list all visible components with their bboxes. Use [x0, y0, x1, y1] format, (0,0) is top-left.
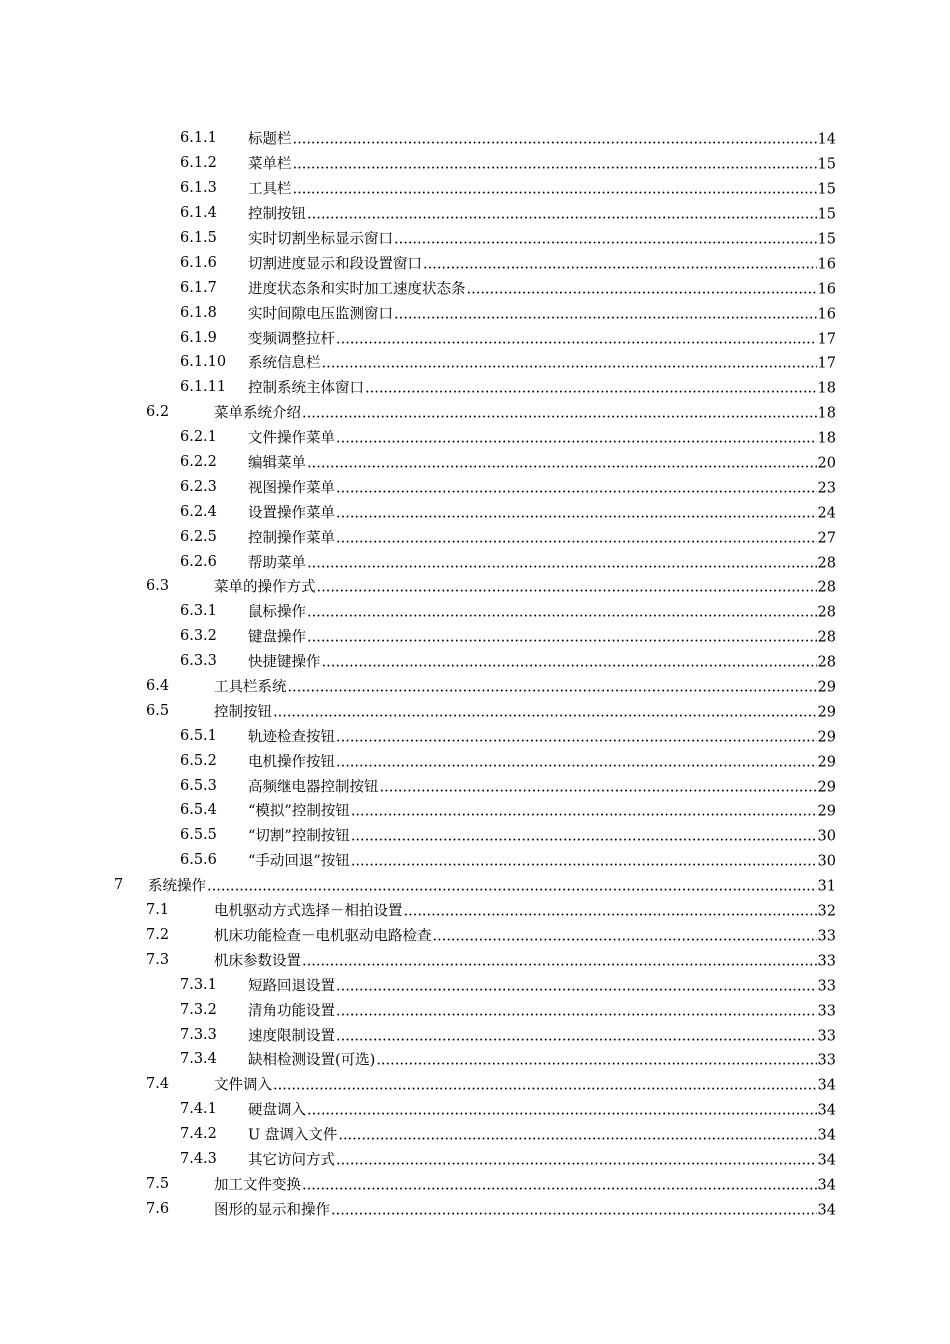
toc-entry-7-4-1[interactable] [0, 1097, 950, 1122]
dot-leader [336, 530, 817, 546]
dot-leader [293, 132, 817, 148]
dot-leader [293, 182, 817, 198]
dot-leader [394, 306, 817, 322]
dot-leader [351, 804, 817, 820]
toc-entry-7-3-3[interactable] [0, 1022, 950, 1047]
toc-entry-7-5[interactable] [0, 1171, 950, 1196]
dot-leader [288, 680, 817, 696]
toc-title: 清角功能设置 [248, 1003, 335, 1020]
toc-number: 6.1.2 [180, 155, 217, 172]
toc-page-number: 15 [817, 231, 836, 248]
toc-title: 控制操作菜单 [248, 530, 335, 547]
toc-page-number: 15 [817, 206, 836, 223]
toc-page-number: 27 [817, 530, 836, 547]
toc-entry-6-2-1[interactable] [0, 425, 950, 450]
toc-title: 机床参数设置 [214, 953, 301, 970]
toc-title: 控制系统主体窗口 [248, 380, 364, 397]
toc-entry-6-3[interactable] [0, 574, 950, 599]
toc-number: 7.4 [146, 1076, 170, 1093]
toc-entry-7-1[interactable] [0, 898, 950, 923]
dot-leader [273, 1078, 817, 1094]
toc-entry-6-2[interactable] [0, 400, 950, 425]
toc-page-number: 24 [817, 505, 836, 522]
toc-title: 系统操作 [148, 878, 206, 895]
toc-title: “手动回退”按钮 [248, 853, 350, 870]
toc-title: 实时切割坐标显示窗口 [248, 231, 393, 248]
toc-entry-7-3-4[interactable] [0, 1047, 950, 1072]
toc-entry-6-5-4[interactable] [0, 798, 950, 823]
dot-leader [322, 356, 817, 372]
toc-page-number: 34 [817, 1127, 836, 1144]
toc-entry-6-1-10[interactable] [0, 350, 950, 375]
toc-number: 6.2.1 [180, 429, 217, 446]
toc-entry-6-5-5[interactable] [0, 823, 950, 848]
toc-title: 机床功能检查－电机驱动电路检查 [214, 928, 432, 945]
dot-leader [322, 655, 817, 671]
toc-title: “切割”控制按钮 [248, 828, 350, 845]
dot-leader [338, 1128, 816, 1144]
toc-page-number: 33 [817, 1052, 836, 1069]
toc-title: 电机操作按钮 [248, 754, 335, 771]
toc-title: 快捷键操作 [248, 654, 321, 671]
toc-title: 硬盘调入 [248, 1102, 306, 1119]
toc-entry-6-1-3[interactable] [0, 176, 950, 201]
dot-leader [307, 1103, 817, 1119]
toc-page-number: 28 [817, 604, 836, 621]
dot-leader [351, 829, 817, 845]
toc-entry-6-3-3[interactable] [0, 649, 950, 674]
toc-entry-6-2-4[interactable] [0, 499, 950, 524]
toc-entry-6-1-4[interactable] [0, 201, 950, 226]
toc-number: 7.3.4 [180, 1051, 217, 1068]
dot-leader [394, 232, 817, 248]
toc-entry-6-1-7[interactable] [0, 275, 950, 300]
toc-page-number: 34 [817, 1177, 836, 1194]
toc-title: 文件操作菜单 [248, 430, 335, 447]
toc-title: 短路回退设置 [248, 978, 335, 995]
toc-entry-6-3-1[interactable] [0, 599, 950, 624]
toc-entry-6-5-2[interactable] [0, 748, 950, 773]
toc-entry-6-1-9[interactable] [0, 325, 950, 350]
toc-page-number: 20 [817, 455, 836, 472]
toc-page-number: 34 [817, 1102, 836, 1119]
toc-page-number: 16 [817, 281, 836, 298]
toc-title: 实时间隙电压监测窗口 [248, 306, 393, 323]
toc-title: 缺相检测设置(可选) [248, 1052, 376, 1069]
toc-title: 菜单的操作方式 [214, 579, 316, 596]
toc-number: 6.2.6 [180, 553, 217, 570]
toc-page-number: 33 [817, 978, 836, 995]
toc-page-number: 17 [817, 355, 836, 372]
toc-title: 进度状态条和实时加工速度状态条 [248, 281, 466, 298]
toc-page-number: 34 [817, 1202, 836, 1219]
toc-number: 6.4 [146, 678, 170, 695]
toc-number: 7.2 [146, 926, 170, 943]
dot-leader [336, 1028, 817, 1044]
toc-entry-6-2-6[interactable] [0, 549, 950, 574]
toc-number: 7.1 [146, 902, 170, 919]
toc-number: 6.5.1 [180, 727, 217, 744]
toc-page-number: 14 [817, 131, 836, 148]
dot-leader [467, 281, 817, 297]
toc-page-number: 32 [817, 903, 836, 920]
toc-number: 7.3.3 [180, 1026, 217, 1043]
toc-number: 6.1.3 [180, 180, 217, 197]
dot-leader [336, 331, 817, 347]
toc-title: 控制按钮 [214, 704, 272, 721]
toc-page-number: 23 [817, 480, 836, 497]
toc-number: 6.5.2 [180, 752, 217, 769]
dot-leader [376, 1053, 816, 1069]
toc-entry-6-5[interactable] [0, 698, 950, 723]
toc-number: 6.3 [146, 578, 170, 595]
toc-title: 工具栏系统 [214, 679, 287, 696]
dot-leader [380, 779, 817, 795]
toc-number: 6.1.5 [180, 230, 217, 246]
dot-leader [433, 928, 817, 944]
toc-number: 7.3.2 [180, 1001, 217, 1018]
dot-leader [336, 729, 817, 745]
dot-leader [307, 207, 817, 223]
toc-page-number: 30 [817, 853, 836, 870]
toc-title: 图形的显示和操作 [214, 1202, 330, 1219]
dot-leader [307, 605, 817, 621]
toc-title: 设置操作菜单 [248, 505, 335, 522]
toc-title: 其它访问方式 [248, 1152, 335, 1169]
toc-title: 速度限制设置 [248, 1028, 335, 1044]
toc-entry-6-5-3[interactable] [0, 773, 950, 798]
dot-leader [302, 406, 817, 422]
dot-leader [331, 1202, 817, 1218]
toc-entry-7-3-2[interactable] [0, 997, 950, 1022]
toc-page-number: 15 [817, 156, 836, 173]
toc-number: 7.4.3 [180, 1150, 217, 1167]
toc-number: 6.5 [146, 702, 170, 719]
dot-leader [351, 854, 817, 870]
dot-leader [317, 580, 817, 596]
toc-number: 6.2 [146, 404, 170, 421]
toc-number: 6.3.1 [180, 603, 217, 620]
dot-leader [307, 555, 817, 571]
toc-title: 变频调整拉杆 [248, 331, 335, 348]
dot-leader [302, 1177, 817, 1193]
toc-page-number: 28 [817, 654, 836, 671]
toc-page-number: 17 [817, 331, 836, 348]
toc-number: 6.3.2 [180, 628, 217, 645]
toc-page-number: 30 [817, 828, 836, 845]
toc-title: 高频继电器控制按钮 [248, 779, 379, 796]
dot-leader [273, 704, 817, 720]
toc-title: 帮助菜单 [248, 555, 306, 572]
toc-entry-6-3-2[interactable] [0, 624, 950, 649]
toc-number: 7 [114, 877, 124, 894]
toc-entry-7-6[interactable] [0, 1196, 950, 1221]
toc-entry-6-1-5[interactable] [0, 226, 950, 251]
toc-page-number: 34 [817, 1152, 836, 1169]
toc-entry-6-2-2[interactable] [0, 450, 950, 475]
toc-number: 6.1.6 [180, 254, 217, 271]
toc-number: 7.6 [146, 1200, 170, 1217]
toc-number: 6.1.4 [180, 205, 217, 222]
toc-title: 控制按钮 [248, 206, 306, 223]
dot-leader [423, 256, 817, 272]
dot-leader [336, 505, 817, 521]
toc-number: 6.1.9 [180, 329, 217, 346]
toc-entry-7-4[interactable] [0, 1072, 950, 1097]
toc-entry-7-4-3[interactable] [0, 1147, 950, 1172]
toc-title: 编辑菜单 [248, 455, 306, 472]
toc-entry-7-3-1[interactable] [0, 972, 950, 997]
toc-number: 6.1.10 [180, 354, 227, 371]
toc-page-number: 33 [817, 1003, 836, 1020]
toc-page-number: 28 [817, 629, 836, 646]
toc-entry-7-3[interactable] [0, 947, 950, 972]
toc-page-number: 33 [817, 928, 836, 945]
dot-leader [336, 431, 817, 447]
toc-title: 工具栏 [248, 181, 292, 198]
dot-leader [336, 480, 817, 496]
toc-entry-6-4[interactable] [0, 674, 950, 699]
toc-number: 6.1.8 [180, 304, 217, 321]
dot-leader [336, 978, 817, 994]
toc-page-number: 29 [817, 679, 836, 696]
toc-number: 7.3 [146, 951, 170, 968]
dot-leader [307, 630, 817, 646]
toc-title: 鼠标操作 [248, 604, 306, 621]
toc-number: 6.1.1 [180, 130, 217, 147]
toc-page-number: 16 [817, 306, 836, 323]
toc-number: 6.2.3 [180, 478, 217, 495]
toc-entry-6-1-8[interactable] [0, 300, 950, 325]
toc-entry-7-2[interactable] [0, 923, 950, 948]
toc-page-number: 31 [817, 878, 836, 895]
toc-entry-6-1-11[interactable] [0, 375, 950, 400]
toc-title: 文件调入 [214, 1077, 272, 1094]
toc-page-number: 29 [817, 779, 836, 796]
toc-title: “模拟”控制按钮 [248, 803, 350, 820]
toc-number: 6.1.7 [180, 279, 217, 296]
toc-page-number: 33 [817, 953, 836, 970]
toc-number: 6.5.6 [180, 852, 217, 869]
toc-page-number: 29 [817, 803, 836, 820]
toc-number: 6.5.4 [180, 802, 217, 819]
toc-number: 7.3.1 [180, 976, 217, 993]
toc-number: 6.5.5 [180, 827, 217, 844]
toc-page-number: 28 [817, 579, 836, 596]
dot-leader [207, 879, 817, 895]
toc-title: U 盘调入文件 [248, 1127, 338, 1144]
toc-entry-6-1-6[interactable] [0, 250, 950, 275]
toc-page-number: 34 [817, 1077, 836, 1094]
toc-number: 6.2.5 [180, 528, 217, 545]
toc-entry-6-5-1[interactable] [0, 723, 950, 748]
toc-entry-6-5-6[interactable] [0, 848, 950, 873]
toc-title: 加工文件变换 [214, 1177, 301, 1194]
toc-page-number: 28 [817, 555, 836, 572]
toc-title: 视图操作菜单 [248, 480, 335, 497]
toc-title: 系统信息栏 [248, 355, 321, 372]
dot-leader [336, 1003, 817, 1019]
toc-entry-6-2-5[interactable] [0, 524, 950, 549]
toc-entry-7[interactable] [0, 873, 950, 898]
dot-leader [336, 754, 817, 770]
toc-page-number: 33 [817, 1028, 836, 1044]
toc-entry-6-1-1[interactable] [0, 126, 950, 151]
toc-number: 6.5.3 [180, 777, 217, 794]
toc-number: 7.4.2 [180, 1126, 217, 1143]
toc-page-number: 16 [817, 256, 836, 273]
dot-leader [365, 381, 817, 397]
toc-number: 7.4.1 [180, 1101, 217, 1118]
toc-title: 菜单栏 [248, 156, 292, 173]
toc-number: 7.5 [146, 1175, 170, 1192]
toc-title: 轨迹检查按钮 [248, 729, 335, 746]
table-of-contents [0, 126, 950, 1221]
toc-page-number: 29 [817, 704, 836, 721]
toc-title: 标题栏 [248, 131, 292, 148]
toc-entry-6-2-3[interactable] [0, 474, 950, 499]
toc-page-number: 29 [817, 729, 836, 746]
toc-entry-7-4-2[interactable] [0, 1122, 950, 1147]
toc-number: 6.2.2 [180, 454, 217, 471]
dot-leader [404, 904, 817, 920]
toc-title: 菜单系统介绍 [214, 405, 301, 422]
toc-title: 电机驱动方式选择－相拍设置 [214, 903, 403, 920]
dot-leader [336, 1152, 817, 1168]
toc-page-number: 18 [817, 430, 836, 447]
dot-leader [307, 456, 817, 472]
toc-page-number: 18 [817, 405, 836, 422]
toc-title: 键盘操作 [248, 629, 306, 646]
toc-page-number: 29 [817, 754, 836, 771]
dot-leader [293, 157, 817, 173]
toc-number: 6.1.11 [180, 379, 227, 396]
toc-page-number: 18 [817, 380, 836, 397]
toc-page-number: 15 [817, 181, 836, 198]
toc-number: 6.3.3 [180, 653, 217, 670]
toc-entry-6-1-2[interactable] [0, 151, 950, 176]
toc-title: 切割进度显示和段设置窗口 [248, 256, 422, 273]
dot-leader [302, 953, 817, 969]
toc-number: 6.2.4 [180, 503, 217, 520]
